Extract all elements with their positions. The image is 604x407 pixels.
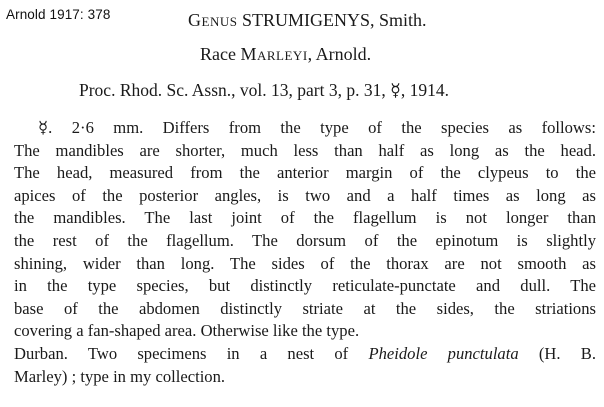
description-line: ☿. 2·6 mm. Differs from the type of the species as follows:	[38, 118, 596, 137]
description-line: base of the abdomen distinctly striate at the sides, the striations	[14, 298, 596, 318]
genus-heading	[188, 10, 426, 31]
description-line: The mandibles are shorter, much less than half as long as the head.	[14, 140, 596, 160]
race-heading	[200, 44, 371, 65]
collector-initials: (H. B.	[538, 343, 596, 363]
locality-line-2: Marley) ; type in my collection.	[14, 366, 226, 386]
genus-prefix: Genus	[188, 10, 238, 30]
citation-line: Proc. Rhod. Sc. Assn., vol. 13, part 3, p. 31, ☿, 1914.	[79, 80, 449, 100]
locality-place: Durban.	[14, 343, 68, 363]
locality-line	[14, 343, 596, 366]
host-species: Pheidole punctulata	[368, 343, 519, 363]
genus-name: STRUMIGENYS, Smith.	[241, 10, 427, 30]
race-prefix: Race	[200, 44, 236, 64]
description-line: apices of the posterior angles, is two and a half times as long as	[14, 185, 596, 205]
description-block	[14, 117, 596, 388]
description-line: shining, wider than long. The sides of the thorax are not smooth as	[14, 253, 596, 273]
reference-label: Arnold 1917: 378	[6, 7, 111, 22]
locality-text: Two specimens in a nest of	[87, 343, 349, 363]
description-last-line: covering a fan-shaped area. Otherwise like the type.	[14, 321, 360, 341]
description-line: the mandibles. The last joint of the flagellum is not longer than	[14, 208, 596, 228]
race-author: , Arnold.	[307, 44, 372, 64]
description-line: The head, measured from the anterior margin of the clypeus to the	[14, 163, 596, 183]
description-line: the rest of the flagellum. The dorsum of the epinotum is slightly	[14, 230, 596, 250]
race-name: Marleyi	[240, 44, 308, 64]
description-line: in the type species, but distinctly reticulate-punctate and dull. The	[14, 276, 596, 296]
